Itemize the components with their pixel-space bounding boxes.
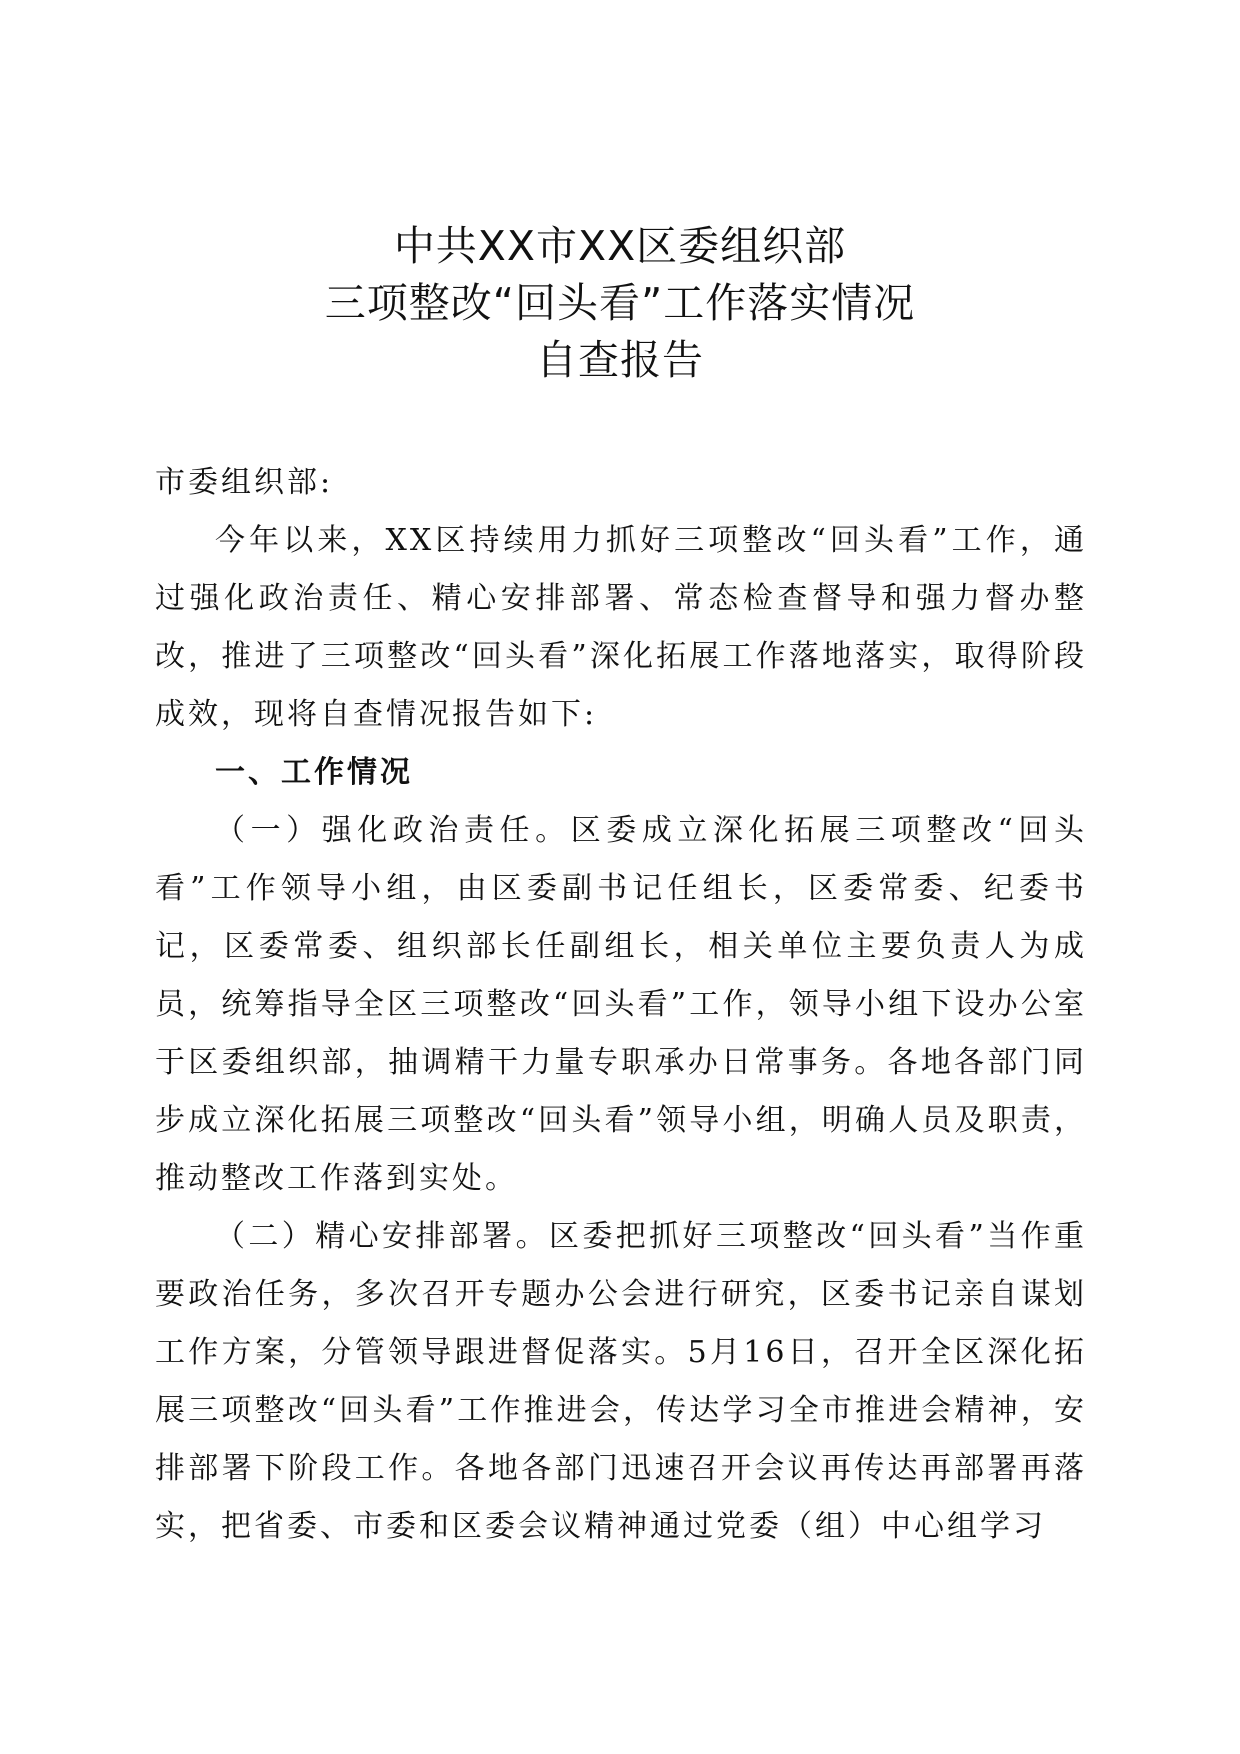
paragraph-political-responsibility: （一）强化政治责任。区委成立深化拓展三项整改“回头看”工作领导小组，由区委副书记任组长，区委常委、纪委书记，区委常委、组织部长任副组长，相关单位主要负责人为成员，统筹指导全区三项整改“回头看”工作，领导小组下设办公室于区委组织部，抽调精干力量专职承办日常事务。各地各部门同步成立深化拓展三项整改“回头看”领导小组，明确人员及职责，推动整改工作落到实处。 [155, 813, 1087, 1196]
title-line-2: 三项整改“回头看”工作落实情况 [324, 279, 916, 327]
document-title [0, 218, 1240, 389]
salutation: 市委组织部: [155, 465, 334, 500]
document-body [155, 454, 1087, 1556]
paragraph-deployment: （二）精心安排部署。区委把抓好三项整改“回头看”当作重要政治任务，多次召开专题办公会进行研究，区委书记亲自谋划工作方案，分管领导跟进督促落实。5月16日，召开全区深化拓展三项整改“回头看”工作推进会，传达学习全市推进会精神，安排部署下阶段工作。各地各部门迅速召开会议再传达再部署再落实，把省委、市委和区委会议精神通过党委（组）中心组学习 [155, 1219, 1087, 1544]
title-line-1: 中共XX市XX区委组织部 [393, 222, 847, 270]
section-heading-work-status: 一、工作情况 [215, 755, 413, 790]
title-line-3: 自查报告 [536, 336, 704, 384]
intro-paragraph: 今年以来，XX区持续用力抓好三项整改“回头看”工作，通过强化政治责任、精心安排部署、常态检查督导和强力督办整改，推进了三项整改“回头看”深化拓展工作落地落实，取得阶段成效，现将自查情况报告如下: [155, 523, 1087, 732]
